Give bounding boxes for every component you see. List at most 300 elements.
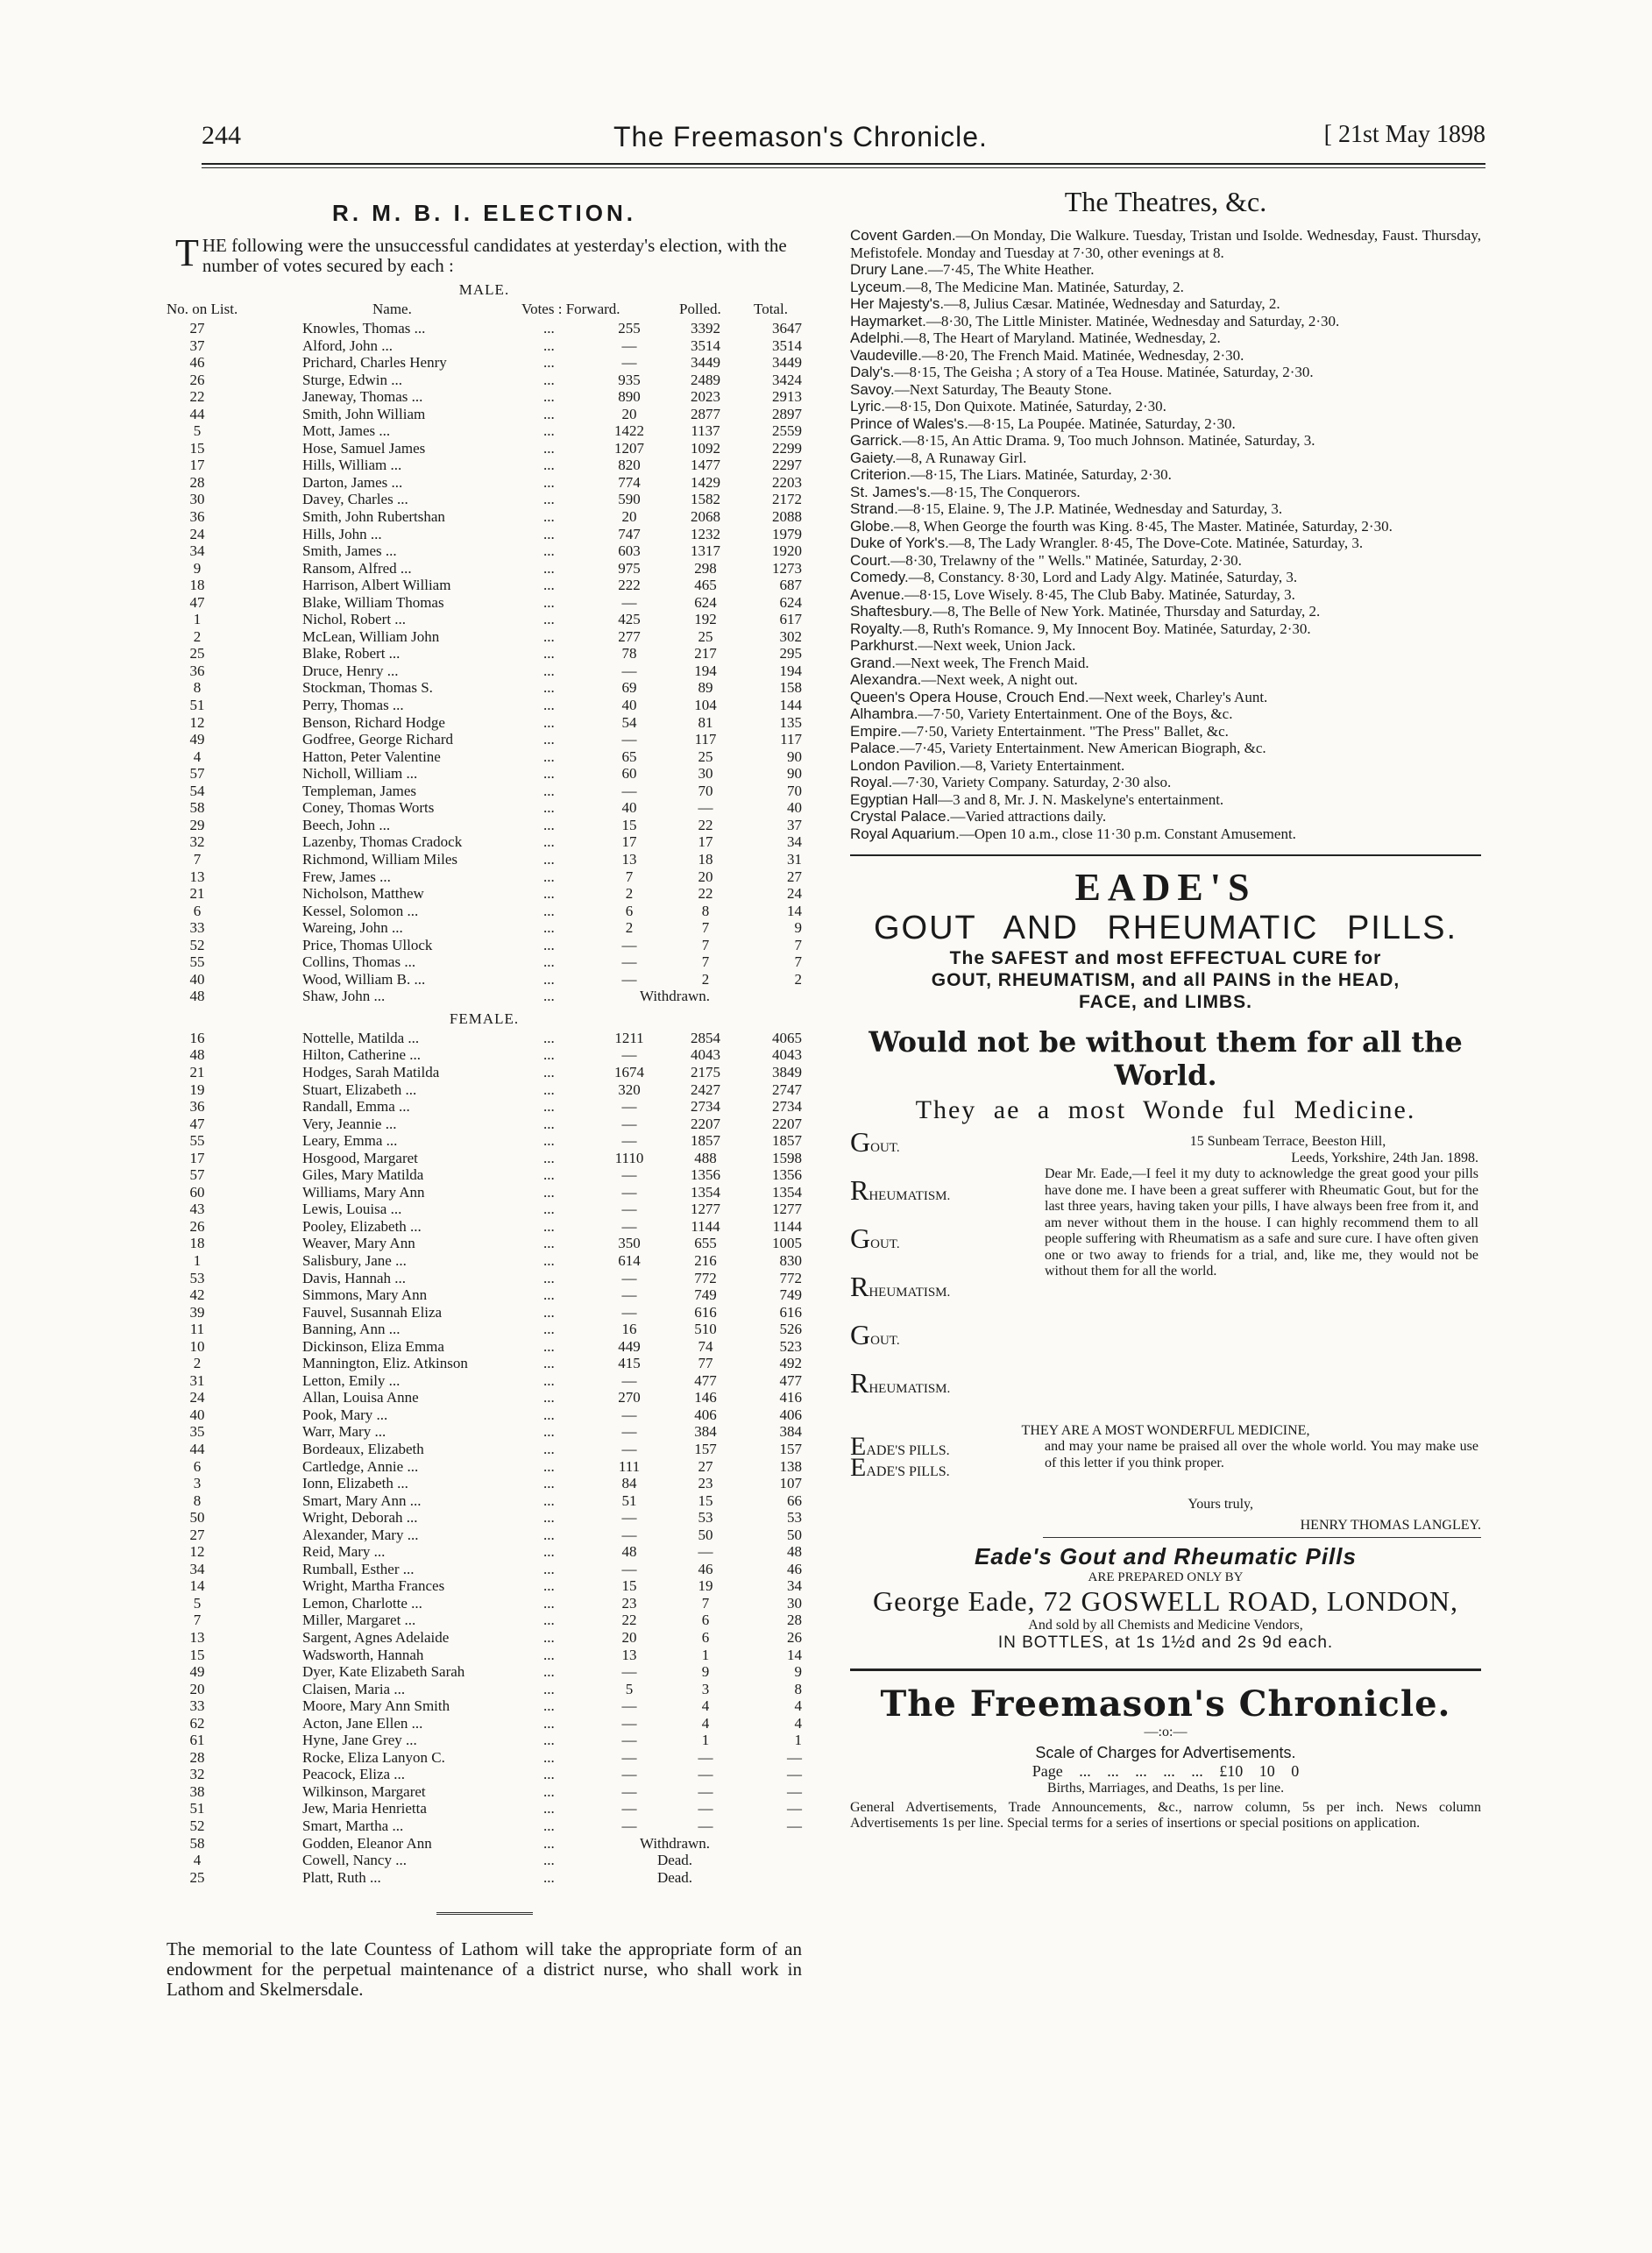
candidate-row (167, 1423, 802, 1441)
votes-polled: 17 (698, 833, 713, 851)
candidate-row (167, 628, 802, 646)
list-number: 24 (189, 525, 205, 542)
leader-dots: ... (543, 1629, 555, 1647)
votes-forward: 69 (621, 679, 637, 697)
candidate-name: Godfree, George Richard (302, 731, 453, 748)
leader-dots: ... (543, 833, 555, 851)
theatre-name: London Pavilion. (850, 756, 961, 774)
leader-dots: ... (543, 1251, 555, 1269)
list-number: 19 (189, 1080, 205, 1098)
votes-polled: 22 (698, 816, 713, 833)
votes-polled: 15 (698, 1491, 713, 1509)
leader-dots: ... (543, 1355, 555, 1372)
list-number: 60 (189, 1183, 205, 1201)
candidate-name: Dyer, Kate Elizabeth Sarah (302, 1663, 465, 1681)
theatre-entry (850, 808, 1481, 825)
votes-polled: 9 (701, 1663, 710, 1681)
candidate-name: Smith, John Rubertshan (302, 508, 445, 526)
leader-dots: ... (543, 577, 555, 594)
leader-dots: ... (543, 1663, 555, 1681)
candidate-row (167, 1869, 802, 1887)
votes-forward: 65 (621, 747, 637, 765)
votes-polled: 19 (698, 1577, 713, 1595)
votes-total: 1005 (772, 1235, 802, 1252)
votes-polled: — (698, 1800, 713, 1817)
votes-polled: — (698, 1782, 713, 1800)
page-header (202, 121, 1485, 156)
theatre-name: Parkhurst. (850, 637, 918, 654)
list-number: 22 (189, 388, 205, 406)
list-number: 13 (189, 1629, 205, 1647)
list-number: 4 (193, 747, 202, 765)
leader-dots: ... (543, 1132, 555, 1150)
votes-polled: 2427 (691, 1080, 720, 1098)
candidate-name: McLean, William John (302, 627, 440, 645)
candidate-row (167, 748, 802, 766)
candidate-name: Claisen, Maria ... (302, 1680, 406, 1697)
votes-polled: 3514 (691, 337, 720, 354)
votes-forward: 20 (621, 405, 637, 422)
votes-total: 2088 (772, 508, 802, 526)
list-number: 34 (189, 1560, 205, 1577)
votes-polled: 4 (701, 1714, 710, 1732)
candidate-name: Price, Thomas Ullock (302, 936, 433, 953)
status-note: Withdrawn. (639, 1834, 711, 1852)
votes-polled: 30 (698, 765, 713, 783)
column-headers (167, 301, 802, 320)
votes-forward: 20 (621, 508, 637, 526)
leader-dots: ... (543, 697, 555, 714)
votes-forward: — (621, 1132, 637, 1150)
letter-text: Dear Mr. Eade,—I feel it my duty to acknowledge the great good your pills have done me. I have been a great sufferer with Rheumatic Gout, but for the last three years, having taken your pills, I have always been free from it, and am never without them in the house. I can highly recommend them to all people suffering with Rheumatism as a safe and sure cure. I have often given one or two away to friends for a trial, and, like me, they would not be without them for all the world. (1045, 1166, 1478, 1279)
list-number: 51 (189, 697, 205, 714)
list-number: 47 (189, 1115, 205, 1132)
votes-forward: 54 (621, 713, 637, 731)
candidate-name: Wareing, John ... (302, 919, 403, 937)
candidate-name: Warr, Mary ... (302, 1423, 386, 1441)
side-rest: OUT. (870, 1334, 900, 1348)
leader-dots: ... (543, 662, 555, 679)
candidate-name: Sargent, Agnes Adelaide (302, 1629, 450, 1647)
list-number: 49 (189, 1663, 205, 1681)
candidate-row (167, 919, 802, 937)
leader-dots: ... (543, 1149, 555, 1166)
leader-dots: ... (543, 1560, 555, 1577)
theatre-name: Crystal Palace. (850, 808, 951, 825)
leader-dots: ... (543, 1817, 555, 1835)
candidate-name: Weaver, Mary Ann (302, 1235, 415, 1252)
votes-forward: 614 (618, 1251, 641, 1269)
candidate-name: Wood, William B. ... (302, 970, 426, 988)
candidate-name: Dickinson, Eliza Emma (302, 1337, 444, 1355)
list-number: 53 (189, 1269, 205, 1286)
theatre-name: Empire. (850, 722, 902, 740)
list-number: 12 (189, 713, 205, 731)
leader-dots: ... (543, 1303, 555, 1321)
list-number: 18 (189, 577, 205, 594)
votes-total: 14 (787, 1646, 802, 1663)
candidate-name: Hilton, Catherine ... (302, 1046, 422, 1064)
votes-total: 772 (779, 1269, 802, 1286)
candidate-name: Wright, Deborah ... (302, 1509, 418, 1527)
votes-polled: 74 (698, 1337, 713, 1355)
votes-total: 526 (779, 1321, 802, 1338)
leader-dots: ... (543, 747, 555, 765)
candidate-name: Prichard, Charles Henry (302, 354, 447, 372)
scale-heading: Scale of Charges for Advertisements. (1035, 1744, 1296, 1761)
votes-forward: 5 (625, 1680, 634, 1697)
pills-title: Eade's Gout and Rheumatic Pills (975, 1543, 1357, 1569)
candidate-row (167, 765, 802, 783)
header-rule (202, 163, 1485, 165)
theatre-entry (850, 295, 1481, 313)
advert-rule (850, 854, 1481, 856)
list-number: 58 (189, 1834, 205, 1852)
theatre-listing: —Next Saturday, The Beauty Stone. (894, 380, 1112, 398)
votes-polled: 2734 (691, 1098, 720, 1116)
list-number: 57 (189, 765, 205, 783)
votes-total: 48 (787, 1543, 802, 1561)
theatre-name: Duke of York's. (850, 535, 949, 551)
status-note: Dead. (656, 1852, 693, 1869)
votes-forward: 890 (618, 388, 641, 406)
candidate-name: Williams, Mary Ann (302, 1183, 425, 1201)
candidate-name: Acton, Jane Ellen ... (302, 1714, 423, 1732)
theatre-entry (850, 723, 1481, 740)
theatre-listing: —8, Constancy. 8·30, Lord and Lady Algy. Matinée, Saturday, 3. (908, 569, 1298, 585)
side-rest: HEUMATISM. (869, 1286, 951, 1300)
leader-dots: ... (543, 1475, 555, 1492)
candidate-name: Jew, Maria Henrietta (302, 1800, 427, 1817)
list-number: 16 (189, 1029, 205, 1046)
theatre-listing: —8, When George the fourth was King. 8·45, The Master. Matinée, Saturday, 2·30. (894, 517, 1393, 535)
theatre-name: Prince of Wales's. (850, 414, 968, 432)
votes-forward: — (621, 1201, 637, 1218)
votes-forward: — (621, 1303, 637, 1321)
theatre-entry (850, 705, 1481, 723)
theatre-name: Queen's Opera House, Crouch End. (850, 688, 1089, 705)
col-no: No. on List. (167, 301, 238, 317)
eade-pills-1: ADE'S PILLS. (866, 1443, 950, 1458)
list-number: 34 (189, 542, 205, 560)
votes-total: 7 (794, 953, 802, 971)
votes-polled: 2877 (691, 405, 720, 422)
candidate-row (167, 1715, 802, 1732)
candidate-row (167, 1406, 802, 1424)
leader-dots: ... (543, 320, 555, 337)
side-initial: G (850, 1222, 871, 1254)
candidate-row (167, 1612, 802, 1629)
leader-dots: ... (543, 1457, 555, 1475)
leader-dots: ... (543, 1371, 555, 1389)
candidate-row (167, 406, 802, 423)
letter-body (1045, 1134, 1478, 1280)
votes-forward: 78 (621, 645, 637, 662)
col-total: Total. (754, 301, 788, 317)
votes-polled: 4 (701, 1697, 710, 1715)
votes-forward: 7 (625, 868, 634, 885)
candidate-name: Rocke, Eliza Lanyon C. (302, 1748, 445, 1766)
votes-forward: 84 (621, 1475, 637, 1492)
votes-polled: 70 (698, 782, 713, 799)
leader-dots: ... (543, 885, 555, 903)
leader-dots: ... (543, 1337, 555, 1355)
candidate-row (167, 953, 802, 971)
votes-total: 117 (780, 731, 802, 748)
votes-total: 523 (779, 1337, 802, 1355)
list-number: 17 (189, 1149, 205, 1166)
votes-forward: 1422 (614, 422, 644, 440)
leader-dots: ... (543, 1423, 555, 1441)
leader-dots: ... (543, 868, 555, 885)
leader-dots: ... (543, 1201, 555, 1218)
theatre-listing: —8, Variety Entertainment. (960, 756, 1125, 774)
candidate-row (167, 611, 802, 628)
votes-total: 194 (779, 662, 802, 679)
candidate-row (167, 645, 802, 662)
votes-forward: 40 (621, 799, 637, 817)
votes-total: 144 (779, 697, 802, 714)
votes-polled: 146 (694, 1389, 717, 1406)
candidate-row (167, 560, 802, 577)
votes-forward: 449 (618, 1337, 641, 1355)
side-initial: R (850, 1367, 869, 1399)
candidate-row (167, 1030, 802, 1047)
candidate-name: Benson, Richard Hodge (302, 713, 445, 731)
candidate-name: Pooley, Elizabeth ... (302, 1217, 422, 1235)
right-column (850, 186, 1481, 1831)
votes-forward: — (621, 1115, 637, 1132)
candidate-name: Frew, James ... (302, 868, 391, 885)
votes-forward: 40 (621, 697, 637, 714)
chronicle-title: The Freemason's Chronicle. (880, 1683, 1451, 1725)
votes-polled: 1092 (691, 439, 720, 457)
leader-dots: ... (543, 1732, 555, 1749)
votes-forward: 1110 (614, 1149, 644, 1166)
col-votes: Votes : Forward. (521, 301, 620, 317)
votes-polled: 27 (698, 1457, 713, 1475)
theatre-listing: —8, The Heart of Maryland. Matinée, Wednesday, 2. (904, 329, 1221, 346)
list-number: 43 (189, 1201, 205, 1218)
votes-polled: — (698, 1766, 713, 1783)
list-number: 44 (189, 405, 205, 422)
votes-total: 158 (779, 679, 802, 697)
votes-forward: 60 (621, 765, 637, 783)
candidate-name: Hose, Samuel James (302, 439, 426, 457)
candidate-name: Lewis, Louisa ... (302, 1201, 402, 1218)
candidate-name: Very, Jeannie ... (302, 1115, 397, 1132)
candidate-row (167, 697, 802, 714)
candidate-name: Allan, Louisa Anne (302, 1389, 419, 1406)
candidate-name: Davey, Charles ... (302, 491, 408, 508)
votes-total: 9 (794, 919, 802, 937)
candidate-name: Alexander, Mary ... (302, 1526, 419, 1543)
list-number: 4 (193, 1852, 202, 1869)
theatre-entry (850, 398, 1481, 415)
theatre-listing: —8·15, Elaine. 9, The J.P. Matinée, Wednesday and Saturday, 3. (897, 500, 1283, 517)
leader-dots: ... (543, 1714, 555, 1732)
leader-dots: ... (543, 473, 555, 491)
votes-total: 107 (779, 1475, 802, 1492)
leader-dots: ... (543, 388, 555, 406)
candidate-row (167, 594, 802, 612)
candidate-row (167, 491, 802, 508)
list-number: 20 (189, 1680, 205, 1697)
leader-dots: ... (543, 782, 555, 799)
votes-total: 27 (787, 868, 802, 885)
wonderful-line: THEY ARE A MOST WONDERFUL MEDICINE, (1021, 1423, 1310, 1438)
votes-polled: — (698, 1817, 713, 1835)
leader-dots: ... (543, 1183, 555, 1201)
votes-total: 135 (779, 713, 802, 731)
votes-total: 2913 (772, 388, 802, 406)
votes-total: 50 (787, 1526, 802, 1543)
votes-polled: 655 (694, 1235, 717, 1252)
candidate-name: Davis, Hannah ... (302, 1269, 407, 1286)
votes-polled: 20 (698, 868, 713, 885)
votes-total: 46 (787, 1560, 802, 1577)
leader-dots: ... (543, 1286, 555, 1304)
leader-dots: ... (543, 1046, 555, 1064)
candidate-row (167, 1286, 802, 1304)
votes-polled: 2854 (691, 1029, 720, 1046)
theatre-entry (850, 329, 1481, 347)
list-number: 40 (189, 970, 205, 988)
sold-by: And sold by all Chemists and Medicine Vendors, (1028, 1618, 1303, 1633)
list-number: 27 (189, 320, 205, 337)
side-rest: HEUMATISM. (869, 1382, 951, 1396)
theatre-name: Lyric. (850, 398, 885, 414)
theatre-listing: —8·30, Trelawny of the " Wells." Matinée, Saturday, 2·30. (890, 551, 1242, 569)
leader-dots: ... (543, 508, 555, 526)
candidate-name: Wright, Martha Frances (302, 1577, 445, 1595)
candidate-row (167, 1252, 802, 1270)
list-number: 33 (189, 1697, 205, 1715)
votes-polled: 53 (698, 1509, 713, 1527)
testimonial (850, 1126, 1481, 1423)
list-number: 40 (189, 1406, 205, 1423)
candidate-row (167, 1835, 802, 1853)
side-word (850, 1174, 1052, 1230)
votes-total: 138 (779, 1457, 802, 1475)
list-number: 55 (189, 1132, 205, 1150)
candidate-row (167, 1235, 802, 1252)
votes-forward: — (621, 953, 637, 971)
candidate-name: Letton, Emily ... (302, 1371, 401, 1389)
list-number: 39 (189, 1303, 205, 1321)
votes-total: — (787, 1748, 802, 1766)
votes-forward: 270 (618, 1389, 641, 1406)
votes-polled: — (698, 799, 713, 817)
theatre-name: Lyceum. (850, 278, 906, 295)
list-number: 48 (189, 988, 205, 1005)
votes-total: 2747 (772, 1080, 802, 1098)
theatre-listing: —8·30, The Little Minister. Matinée, Wednesday and Saturday, 2·30. (925, 312, 1340, 329)
votes-total: 4 (794, 1697, 802, 1715)
leader-dots: ... (543, 1098, 555, 1116)
votes-total: 2172 (772, 491, 802, 508)
votes-forward: 935 (618, 371, 641, 388)
eade-pills-side (850, 1432, 1034, 1482)
votes-forward: — (621, 1217, 637, 1235)
theatre-listing: —Varied attractions daily. (950, 808, 1107, 825)
votes-total: 4065 (772, 1029, 802, 1046)
theatre-listing: —7·45, Variety Entertainment. New American Biograph, &c. (899, 740, 1266, 756)
votes-forward: — (621, 354, 637, 372)
list-number: 36 (189, 1098, 205, 1116)
votes-forward: 22 (621, 1612, 637, 1629)
theatre-name: Her Majesty's. (850, 295, 945, 312)
theatre-entry (850, 637, 1481, 655)
candidate-row (167, 1150, 802, 1167)
candidate-name: Stockman, Thomas S. (302, 679, 433, 697)
candidate-name: Hyne, Jane Grey ... (302, 1732, 417, 1749)
leader-dots: ... (543, 765, 555, 783)
votes-total: 9 (794, 1663, 802, 1681)
votes-total: 34 (787, 833, 802, 851)
votes-forward: 2 (625, 919, 634, 937)
list-number: 14 (189, 1577, 205, 1595)
candidate-name: Bordeaux, Elizabeth (302, 1441, 424, 1457)
votes-forward: 222 (618, 577, 641, 594)
theatre-listing: —8·15, La Poupée. Matinée, Saturday, 2·30. (968, 414, 1236, 432)
votes-forward: — (621, 1663, 637, 1681)
votes-forward: 255 (618, 320, 641, 337)
votes-polled: 6 (701, 1629, 710, 1647)
theatre-list (850, 227, 1481, 842)
candidate-row (167, 988, 802, 1005)
list-number: 18 (189, 1235, 205, 1252)
candidate-name: Fauvel, Susannah Eliza (302, 1303, 443, 1321)
candidate-row (167, 1458, 802, 1476)
votes-forward: 425 (618, 611, 641, 628)
theatre-listing: —Open 10 a.m., close 11·30 p.m. Constant Amusement. (959, 825, 1296, 842)
candidate-name: Beech, John ... (302, 816, 391, 833)
candidate-row (167, 1817, 802, 1835)
list-number: 10 (189, 1337, 205, 1355)
candidate-row (167, 1441, 802, 1458)
votes-forward: — (621, 1286, 637, 1304)
chronicle-separator: —:o:— (1144, 1725, 1188, 1739)
votes-polled: 298 (694, 559, 717, 577)
side-word (850, 1319, 1052, 1375)
theatre-entry (850, 774, 1481, 791)
votes-forward: — (621, 1800, 637, 1817)
candidate-name: Janeway, Thomas ... (302, 388, 423, 406)
votes-total: 3424 (772, 371, 802, 388)
votes-polled: 89 (698, 679, 713, 697)
col-name: Name. (372, 301, 412, 317)
candidate-row (167, 1852, 802, 1869)
leader-dots: ... (543, 542, 555, 560)
candidate-row (167, 1355, 802, 1372)
list-number: 48 (189, 1046, 205, 1064)
candidate-name: Perry, Thomas ... (302, 697, 404, 714)
leader-dots: ... (543, 1509, 555, 1527)
leader-dots: ... (543, 593, 555, 611)
leader-dots: ... (543, 1080, 555, 1098)
candidate-name: Hodges, Sarah Matilda (302, 1063, 440, 1080)
votes-forward: — (621, 1732, 637, 1749)
candidate-name: Collins, Thomas ... (302, 953, 416, 971)
theatre-listing: —7·45, The White Heather. (927, 261, 1095, 278)
theatre-listing: —8·15, The Conquerors. (931, 483, 1081, 500)
candidate-row (167, 1064, 802, 1081)
leader-dots: ... (543, 1748, 555, 1766)
theatre-entry (850, 364, 1481, 381)
safest-line-3: FACE, and LIMBS. (1078, 992, 1252, 1012)
votes-forward: 1207 (614, 439, 644, 457)
